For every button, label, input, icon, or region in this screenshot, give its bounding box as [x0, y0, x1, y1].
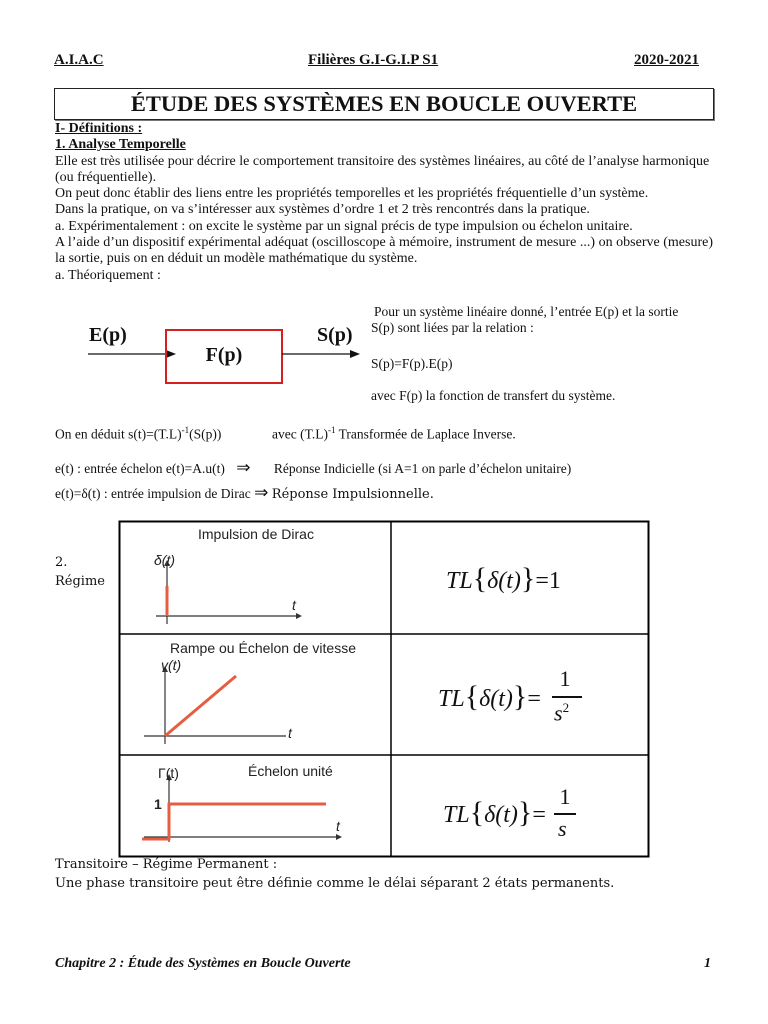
transfer-note: avec F(p) la fonction de transfert du système.	[371, 388, 616, 403]
header-left: A.I.A.C	[54, 52, 104, 68]
impulse-text: e(t)=δ(t) : entrée impulsion de Dirac	[55, 486, 251, 501]
paragraph: Elle est très utilisée pour décrire le comportement transitoire des systèmes linéaires, au côté de l’analyse harmonique (ou fréquentielle).	[55, 153, 710, 185]
laplace-formula	[446, 562, 561, 596]
brace: {	[464, 680, 480, 713]
brace: {	[472, 562, 488, 595]
x-axis-label: t	[336, 818, 340, 834]
y-axis-label: Γ(t)	[158, 765, 179, 781]
deduce-arg: (S(p))	[189, 426, 222, 442]
fraction-bar	[554, 813, 576, 815]
paragraph: a. Théoriquement :	[55, 267, 161, 283]
header-right: 2020-2021	[634, 52, 699, 68]
deduce-def: Transformée de Laplace Inverse.	[338, 426, 516, 442]
deduce-text: On en déduit s(t)=(T.L)	[55, 426, 182, 442]
formula-arg: δ(t)	[484, 802, 518, 828]
tl-symbol: TL	[446, 568, 473, 594]
step-plot	[142, 774, 342, 842]
denominator-var: s	[554, 700, 563, 726]
subsection-heading: 1. Analyse Temporelle	[55, 137, 186, 153]
relation-line: Pour un système linéaire donné, l’entrée E(p) et la sortie S(p) sont liées par la relation :	[371, 304, 679, 336]
fraction-denominator: s	[558, 816, 567, 841]
plot-title: Échelon unité	[248, 763, 333, 779]
inverse-laplace-note	[272, 422, 516, 443]
ramp-plot	[144, 666, 286, 744]
exponent: -1	[327, 425, 336, 435]
regime-number: 2.	[55, 555, 68, 570]
brace: }	[517, 796, 533, 829]
formula-arg: δ(t)	[479, 686, 513, 712]
inverse-laplace-line	[55, 422, 221, 443]
relation-formula: S(p)=F(p).E(p)	[371, 356, 453, 371]
fraction-denominator	[554, 700, 569, 726]
deduce-with: avec (T.L)	[272, 426, 328, 442]
plot-title: Rampe ou Échelon de vitesse	[170, 640, 356, 656]
laplace-formula	[443, 796, 546, 830]
equals: =	[532, 802, 546, 828]
page-title: ÉTUDE DES SYSTÈMES EN BOUCLE OUVERTE	[54, 88, 714, 120]
x-axis-label: t	[292, 597, 296, 613]
step-response: Réponse Indicielle (si A=1 on parle d’échelon unitaire)	[273, 461, 572, 476]
impulse-input-line	[55, 485, 434, 503]
y-axis-label: δ(t)	[154, 552, 175, 568]
brace: }	[520, 562, 536, 595]
paragraph: On peut donc établir des liens entre les propriétés temporelles et les propriétés fréquentielle d’un système.	[55, 186, 649, 202]
intro-text	[55, 121, 713, 284]
fraction-numerator: 1	[559, 666, 571, 691]
brace: }	[512, 680, 528, 713]
page-number: 1	[704, 956, 711, 971]
step-text: e(t) : entrée échelon e(t)=A.u(t)	[55, 461, 225, 476]
paragraph: a. Expérimentalement : on excite le système par un signal précis de type impulsion ou échelon unitaire.	[55, 218, 633, 234]
dirac-plot	[156, 560, 302, 624]
brace: {	[469, 796, 485, 829]
formula-result: =1	[535, 568, 561, 594]
equals: =	[527, 686, 541, 712]
plot-title: Impulsion de Dirac	[198, 526, 314, 542]
tl-symbol: TL	[443, 802, 470, 828]
impulse-response: Réponse Impulsionnelle.	[271, 487, 434, 502]
regime-word: Régime	[55, 574, 105, 589]
transfer-block: F(p)	[205, 344, 243, 366]
relation-text	[371, 304, 701, 337]
formula-arg: δ(t)	[487, 568, 521, 594]
paragraph: A l’aide d’un dispositif expérimental adéquat (oscilloscope à mémoire, instrument de mesure ...) on observe (mesure) la sortie, puis on en déduit un modèle mathématique du système.	[55, 235, 713, 267]
output-label: S(p)	[317, 324, 353, 346]
ramp-line	[165, 676, 236, 736]
header-center: Filières G.I-G.I.P S1	[308, 52, 439, 68]
implies-icon: ⇒	[254, 483, 269, 502]
input-label: E(p)	[89, 324, 127, 346]
paragraph: Dans la pratique, on va s’intéresser aux systèmes d’ordre 1 et 2 très rencontrés dans la pratique.	[55, 202, 590, 218]
implies-icon: ⇒	[236, 458, 251, 477]
exponent: -1	[181, 425, 190, 435]
laplace-formula	[438, 680, 541, 714]
section-heading: I- Définitions :	[55, 121, 143, 136]
fraction-numerator: 1	[559, 784, 571, 809]
transient-heading: Transitoire – Régime Permanent :	[55, 857, 278, 872]
x-axis-label: t	[288, 725, 292, 741]
step-line	[142, 804, 326, 839]
tl-symbol: TL	[438, 686, 465, 712]
footer-chapter: Chapitre 2 : Étude des Systèmes en Boucle Ouverte	[55, 956, 351, 971]
fraction-bar	[552, 696, 582, 698]
transient-definition: Une phase transitoire peut être définie comme le délai séparant 2 états permanents.	[55, 876, 615, 891]
y-tick-label: 1	[154, 796, 162, 812]
denominator-exponent: 2	[562, 700, 570, 715]
y-axis-label: v(t)	[161, 657, 182, 673]
step-input-line	[55, 460, 571, 477]
